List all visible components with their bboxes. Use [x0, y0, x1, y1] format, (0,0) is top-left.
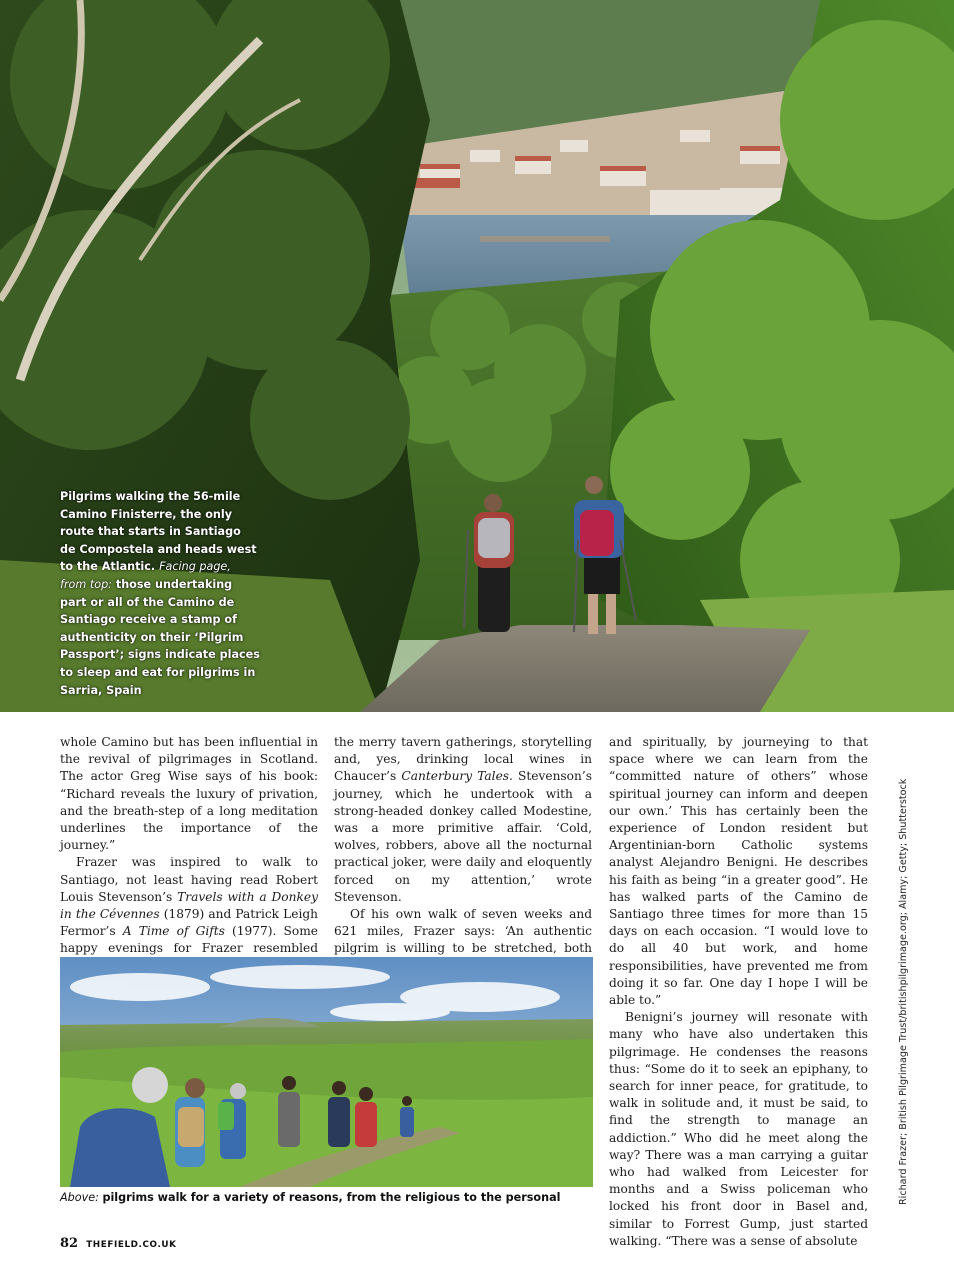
text-run: (1879) and Patrick Leigh Fermor’s [60, 907, 318, 939]
paragraph: whole Camino but has been influential in the revival of pilgrimages in Scotland. The actor Greg Wise says of his book: “Richard reveals the luxury of privation, and the breath-step of a long meditation underlines the importance of the journey.” [60, 735, 318, 853]
book-title: Canterbury Tales. [401, 769, 513, 784]
photo-caption [60, 1190, 600, 1206]
book-title: Travels with a Donkey in the Cévennes [60, 889, 318, 922]
text-column-2 [334, 734, 592, 975]
paragraph: Benigni’s journey will resonate with many who have also undertaken this pilgrimage. He condenses the reasons thus: “Some do it to seek an epiphany, to search for inner peace, for gratitude, to walk in solitude and, it must be said, to find the strength to manage an addiction.” Who did he meet along the way? There was a man carrying a guitar who had walked from Leicester for months and a Swiss policeman who locked his front door in Basel and, similar to Forrest Gump, just started walking. “There was a sense of absolute [609, 1010, 868, 1248]
page-footer [60, 1232, 177, 1251]
caption-lead: Above: [60, 1191, 99, 1204]
hero-caption-main: Pilgrims walking the 56-mile Camino Finisterre, the only route that starts in Santiago de Compostela and heads west to the Atlantic. [60, 490, 257, 574]
text-column-3 [609, 734, 868, 1250]
site-url: THEFIELD.CO.UK [86, 1240, 177, 1250]
paragraph: and spiritually, by journeying to that space where we can learn from the “committed nature of others” whose spiritual journey can inform and deepen our own.’ This has certainly been the experience of London resident but Argentinian-born Catholic systems analyst Alejandro Benigni. He describes his faith as being “in a greater good”. He has walked parts of the Camino de Santiago three times for more than 15 days on each occasion. “I would love to do all 40 but work, and home responsibilities, have prevented me from doing it so far. One day I hope I will be able to.” [609, 735, 868, 1008]
hero-caption [60, 488, 260, 699]
text-run: (1977). Some happy evenings for Frazer resembled [60, 924, 318, 956]
hero-caption-lead: Facing page, from top: [60, 560, 231, 591]
text-column-1 [60, 734, 318, 975]
page-number: 82 [60, 1236, 79, 1251]
text-run: Frazer was inspired to walk to Santiago, not least having read Robert Louis Stevenson’s [60, 855, 318, 904]
pilgrims-illustration [60, 957, 593, 1187]
paragraph: Of his own walk of seven weeks and 621 miles, Frazer says: ‘An authentic pilgrim is willing to be stretched, both [334, 907, 592, 956]
photo-credit: Richard Frazer; British Pilgrimage Trust/britishpilgrimage.org; Alamy; Getty; Shutterstock [898, 778, 909, 1205]
book-title: A Time of Gifts [122, 924, 225, 939]
paragraph [334, 734, 592, 906]
text-run: the merry tavern gatherings, storytelling and, yes, drinking local wines in Chaucer’s [334, 735, 592, 784]
caption-text: pilgrims walk for a variety of reasons, from the religious to the personal [102, 1191, 561, 1204]
hero-caption-rest: those undertaking part or all of the Camino de Santiago receive a stamp of authenticity on their ‘Pilgrim Passport’; signs indicate places to sleep and eat for pilgrims in Sarria, Spain [60, 577, 260, 697]
pilgrims-photo [60, 957, 593, 1187]
text-run: Stevenson’s journey, which he undertook with a strong-headed donkey called Modestine, was a more primitive affair. ‘Cold, wolves, robbers, above all the nocturnal practical joker, were daily and eloquently forced on my attention,’ wrote Stevenson. [334, 769, 592, 904]
